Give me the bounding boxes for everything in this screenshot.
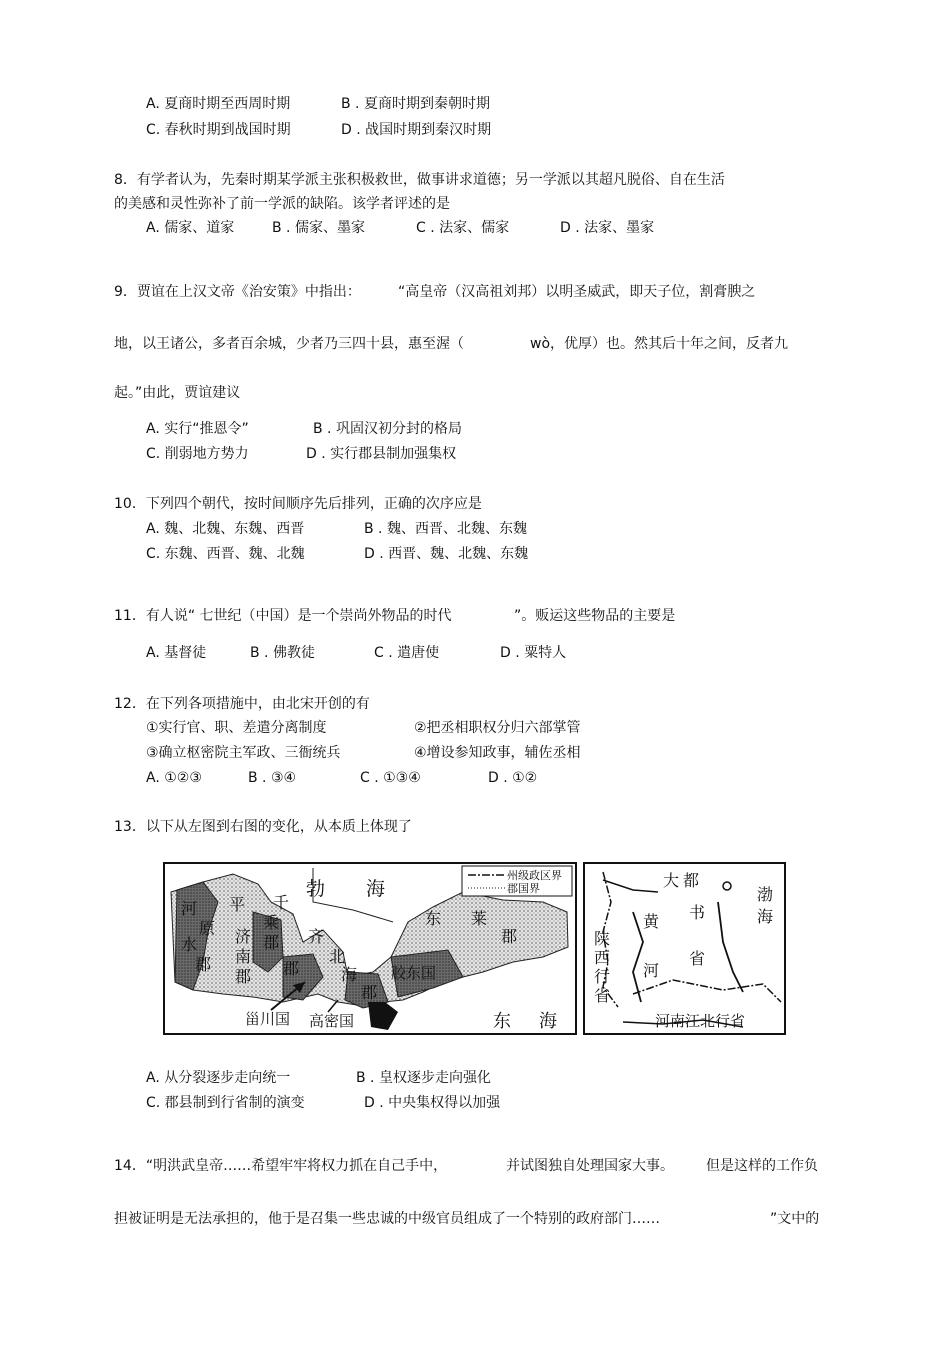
q14-stem-line1b: 并试图独自处理国家大事。	[506, 1158, 674, 1174]
q13-stem: 13．以下从左图到右图的变化，从本质上体现了	[114, 819, 412, 835]
q11-option-b: B . 佛教徒	[250, 645, 315, 661]
q14-stem-line2a: 担被证明是无法承担的，他于是召集一些忠诚的中级官员组成了一个特别的政府部门……	[114, 1211, 660, 1227]
q11-option-d: D . 粟特人	[500, 645, 567, 661]
q9-stem-line1a: 9．贾谊在上汉文帝《治安策》中指出：	[114, 284, 361, 300]
q9-options-row1	[146, 420, 462, 438]
label-shaan: 陕	[594, 929, 611, 948]
q14-stem-line1c: 但是这样的工作负	[706, 1158, 818, 1174]
label-beihai-jun: 郡	[361, 983, 378, 1002]
q9-option-d: D . 实行郡县制加强集权	[306, 446, 457, 462]
q11-stem-a: 11．有人说“ 七世纪（中国）是一个崇尚外物品的时代	[114, 608, 452, 624]
label-bo-right: 渤	[757, 885, 774, 904]
q8-options	[146, 219, 654, 237]
label-qi-jun: 郡	[283, 959, 300, 978]
q12-options	[146, 769, 537, 787]
q9-stem-line2b: wò，优厚）也。然其后十年之间，反者九	[530, 336, 789, 352]
q11-option-c: C . 遣唐使	[374, 645, 440, 661]
q9-stem-line2a: 地，以王诸公，多者百余城，少者乃三四十县，惠至渥（	[114, 336, 464, 352]
q13-map-figure	[163, 862, 787, 1036]
label-da: 大	[663, 871, 680, 890]
q12-item-4: ④增设参知政事，辅佐丞相	[414, 745, 581, 761]
q7-option-c: C. 春秋时期到战国时期	[146, 122, 291, 138]
label-hai-right: 海	[757, 907, 774, 926]
q8-option-d: D . 法家、墨家	[560, 220, 655, 236]
q8-option-c: C . 法家、儒家	[416, 220, 510, 236]
label-dong: 东	[493, 1011, 511, 1032]
q12-option-d: D . ①②	[488, 770, 538, 786]
q9-stem-line1b: “高皇帝（汉高祖刘邦）以明圣威武，即天子位，割膏腴之	[398, 284, 756, 300]
q14-stem-line2b: ”文中的	[770, 1211, 820, 1227]
q12-item-1: ①实行官、职、差遣分离制度	[146, 720, 327, 736]
label-dong-lai-1: 东	[425, 909, 442, 928]
q12-stem: 12．在下列各项措施中，由北宋开创的有	[114, 696, 370, 712]
label-nan: 南	[235, 947, 252, 966]
label-sheng: 省	[689, 949, 706, 968]
label-ji: 济	[235, 927, 252, 946]
q11-options	[146, 644, 566, 662]
label-dong-lai-3: 郡	[501, 927, 518, 946]
legend-label-1: 州级政区界	[507, 869, 562, 882]
q8-option-a: A. 儒家、道家	[146, 220, 235, 236]
left-map-han-commanderies	[164, 863, 576, 1034]
legend-label-2: 郡国界	[507, 882, 540, 895]
q7-option-a: A. 夏商时期至西周时期	[146, 96, 291, 112]
label-xing: 行	[594, 967, 611, 986]
label-jun: 郡	[195, 955, 212, 974]
q13-options-row2	[146, 1094, 500, 1112]
label-ping: 平	[229, 895, 246, 914]
q12-option-b: B . ③④	[248, 770, 297, 786]
q11-option-a: A. 基督徒	[146, 645, 207, 661]
right-map-yuan-provinces	[584, 863, 785, 1034]
q11-stem-b: ”。贩运这些物品的主要是	[514, 608, 676, 624]
q7-option-b: B . 夏商时期到秦朝时期	[341, 96, 490, 112]
q13-option-c: C. 郡县制到行省制的演变	[146, 1095, 305, 1111]
label-zichuan: 甾川国	[245, 1010, 291, 1028]
label-shui: 水	[181, 935, 198, 954]
q7-option-d: D . 战国时期到秦汉时期	[341, 122, 492, 138]
q12-item-2: ②把丞相职权分归六部掌管	[414, 720, 581, 736]
label-qian: 千	[273, 893, 290, 912]
label-qiancheng-jun: 郡	[263, 933, 280, 952]
label-gaomi: 高密国	[309, 1012, 355, 1030]
label-hai-east: 海	[539, 1011, 557, 1032]
q9-options-row2	[146, 445, 456, 463]
label-hai: 海	[366, 878, 386, 900]
label-sheng-shaanxi: 省	[594, 986, 611, 1005]
q8-option-b: B . 儒家、墨家	[272, 220, 365, 236]
q12-option-a: A. ①②③	[146, 770, 202, 786]
q13-options-row1	[146, 1069, 491, 1087]
q10-options-row1	[146, 520, 527, 538]
label-qi: 齐	[308, 927, 325, 946]
q8-stem-line2: 的美感和灵性弥补了前一学派的缺陷。该学者评述的是	[114, 196, 450, 212]
dadu-capital-icon	[723, 882, 731, 890]
label-bo: 勃	[306, 878, 326, 900]
label-dong-lai-2: 莱	[471, 909, 488, 928]
label-xi: 西	[594, 948, 611, 967]
label-bei: 北	[329, 947, 346, 966]
label-du: 都	[683, 871, 700, 890]
q7-options-row1	[146, 95, 490, 113]
q10-stem: 10．下列四个朝代，按时间顺序先后排列，正确的次序应是	[114, 496, 482, 512]
q10-options-row2	[146, 545, 528, 563]
q10-option-d: D . 西晋、魏、北魏、东魏	[364, 546, 529, 562]
q9-option-a: A. 实行“推恩令”	[146, 421, 249, 437]
label-yuan: 原	[199, 919, 216, 938]
label-cheng: 乘	[263, 913, 280, 932]
q12-item-3: ③确立枢密院主军政、三衙统兵	[146, 745, 341, 761]
q9-stem-line3: 起。”由此，贾谊建议	[114, 385, 241, 401]
q13-option-d: D . 中央集权得以加强	[364, 1095, 501, 1111]
label-jinan-jun: 郡	[235, 967, 252, 986]
q13-option-a: A. 从分裂逐步走向统一	[146, 1070, 291, 1086]
q13-option-b: B . 皇权逐步走向强化	[356, 1070, 491, 1086]
q10-option-c: C. 东魏、西晋、魏、北魏	[146, 546, 305, 562]
label-river: 河	[643, 961, 660, 980]
label-jiaodong: 胶东国	[391, 964, 437, 982]
label-huang: 黄	[643, 912, 660, 931]
q9-option-c: C. 削弱地方势力	[146, 446, 249, 462]
q8-stem-line1: 8．有学者认为，先秦时期某学派主张积极救世，做事讲求道德；另一学派以其超凡脱俗、自在生活	[114, 172, 725, 188]
label-beihai-hai: 海	[341, 965, 358, 984]
label-shu: 书	[689, 903, 706, 922]
q12-option-c: C . ①③④	[360, 770, 421, 786]
label-he: 河	[181, 899, 198, 918]
q10-option-b: B . 魏、西晋、北魏、东魏	[364, 521, 527, 537]
q10-option-a: A. 魏、北魏、东魏、西晋	[146, 521, 305, 537]
label-henan-jiangbei: 河南江北行省	[655, 1012, 746, 1030]
q9-option-b: B . 巩固汉初分封的格局	[313, 421, 462, 437]
q14-stem-line1a: 14．“明洪武皇帝……希望牢牢将权力抓在自己手中，	[114, 1158, 448, 1174]
q7-options-row2	[146, 121, 491, 139]
